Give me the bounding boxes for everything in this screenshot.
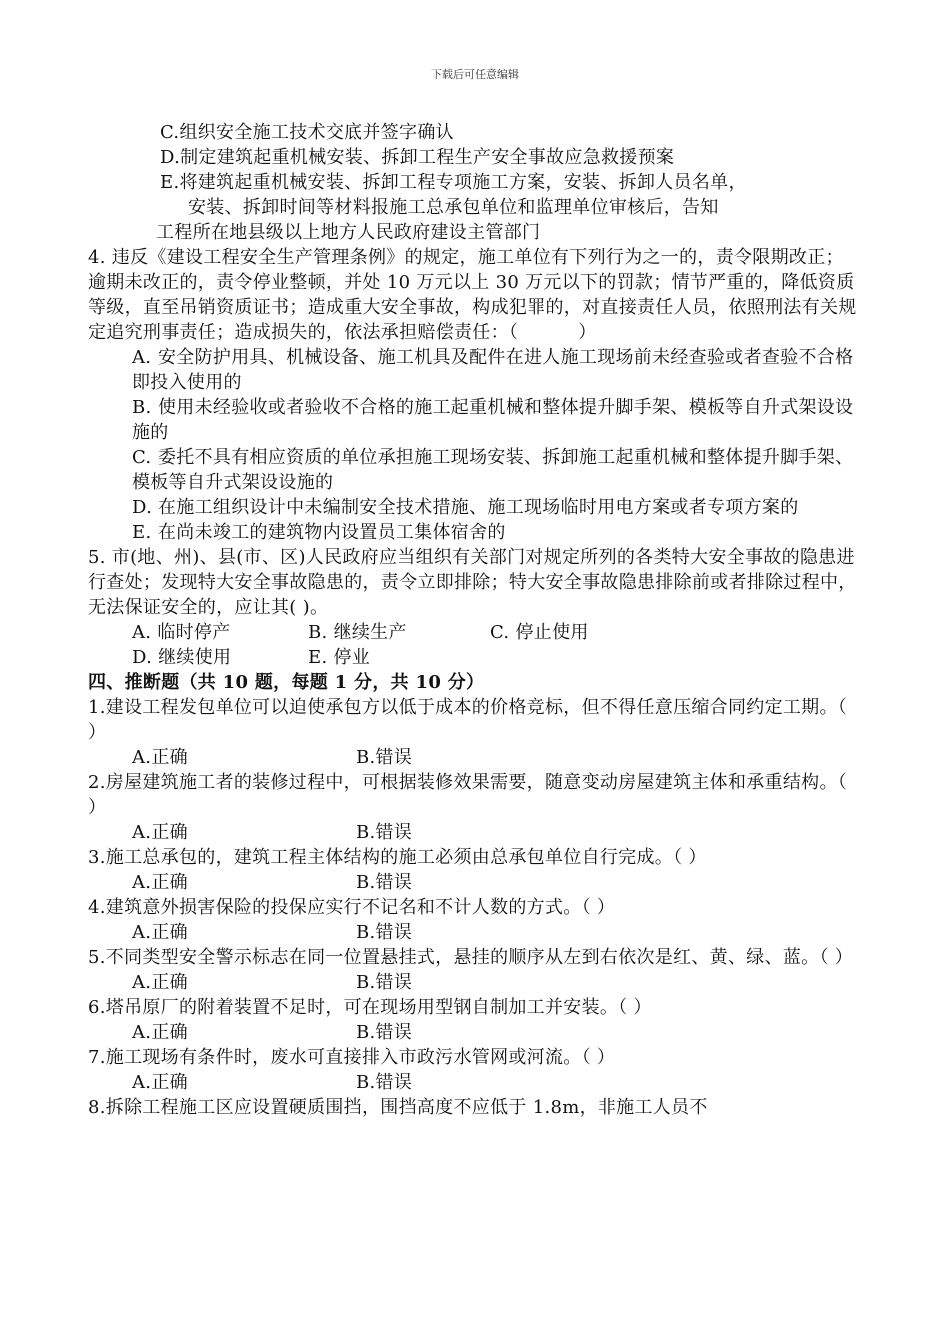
q4-option-e bbox=[88, 520, 858, 545]
option-correct: A.正确 bbox=[132, 972, 188, 993]
option-correct: A.正确 bbox=[132, 1072, 188, 1093]
option-text: 在施工组织设计中未编制安全技术措施、施工现场临时用电方案或者专项方案的 bbox=[158, 497, 799, 518]
q4-option-a bbox=[88, 345, 858, 395]
option-label: A. bbox=[132, 347, 152, 368]
q3-option-d: D.制定建筑起重机械安装、拆卸工程生产安全事故应急救援预案 bbox=[160, 147, 675, 168]
judge-q5-options bbox=[88, 970, 858, 995]
judge-q4-options bbox=[88, 920, 858, 945]
option-wrong: B.错误 bbox=[356, 922, 413, 943]
option-wrong: B.错误 bbox=[356, 1022, 413, 1043]
document-body bbox=[88, 120, 858, 1120]
option-text: 委托不具有相应资质的单位承担施工现场安装、拆卸施工起重机械和整体提升脚手架、模板等自升式架设设施的 bbox=[132, 447, 854, 493]
judge-q3: 3.施工总承包的，建筑工程主体结构的施工必须由总承包单位自行完成。（ ） bbox=[88, 847, 707, 868]
option-wrong: B.错误 bbox=[356, 822, 413, 843]
page-header-note: 下载后可任意编辑 bbox=[431, 68, 519, 81]
option-wrong: B.错误 bbox=[356, 1072, 413, 1093]
q3-option-e-line1: E.将建筑起重机械安装、拆卸工程专项施工方案，安装、拆卸人员名单， bbox=[160, 172, 747, 193]
option-wrong: B.错误 bbox=[356, 972, 413, 993]
judge-q8: 8.拆除工程施工区应设置硬质围挡，围挡高度不应低于 1.8m，非施工人员不 bbox=[88, 1097, 708, 1118]
option-label: B. bbox=[132, 397, 152, 418]
judge-q4: 4.建筑意外损害保险的投保应实行不记名和不计人数的方式。（ ） bbox=[88, 897, 616, 918]
section-title: 四、推断题（共 10 题，每题 1 分，共 10 分） bbox=[88, 672, 485, 693]
q4-stem-close: ） bbox=[578, 322, 597, 343]
q4-stem bbox=[88, 245, 858, 345]
option-wrong: B.错误 bbox=[356, 747, 413, 768]
judge-q2-options bbox=[88, 820, 858, 845]
q4-stem-text: 4. 违反《建设工程安全生产管理条例》的规定，施工单位有下列行为之一的，责令限期改正；逾期未改正的，责令停业整顿，并处 10 万元以上 30 万元以下的罚款；情节严重的，降低资质等级，直至吊销资质证书；造成重大安全事故，构成犯罪的，对直接责任人员，依照刑法有关规定追究刑事责任；造成损失的，依法承担赔偿责任：（ bbox=[88, 247, 857, 343]
q3-option-c: C.组织安全施工技术交底并签字确认 bbox=[160, 122, 454, 143]
q5-option-e: E. 停业 bbox=[308, 647, 371, 668]
q5-options-row2 bbox=[88, 645, 858, 670]
judge-q1-options bbox=[88, 745, 858, 770]
judge-q7: 7.施工现场有条件时，废水可直接排入市政污水管网或河流。（ ） bbox=[88, 1047, 616, 1068]
q5-option-d: D. 继续使用 bbox=[132, 647, 232, 668]
option-text: 安全防护用具、机械设备、施工机具及配件在进人施工现场前未经查验或者查验不合格即投入使用的 bbox=[132, 347, 854, 393]
option-correct: A.正确 bbox=[132, 922, 188, 943]
judge-q7-options bbox=[88, 1070, 858, 1095]
option-label: E. bbox=[132, 522, 152, 543]
q5-options-row1 bbox=[88, 620, 858, 645]
option-label: D. bbox=[132, 497, 153, 518]
q5-stem: 5. 市(地、州)、县(市、区)人民政府应当组织有关部门对规定所列的各类特大安全事故的隐患进行查处；发现特大安全事故隐患的，责令立即排除；特大安全事故隐患排除前或者排除过程中，无法保证安全的，应让其( )。 bbox=[88, 547, 857, 618]
option-correct: A.正确 bbox=[132, 822, 188, 843]
q3-option-e-line3: 工程所在地县级以上地方人民政府建设主管部门 bbox=[156, 222, 541, 243]
judge-q3-options bbox=[88, 870, 858, 895]
q5-option-c: C. 停止使用 bbox=[490, 622, 589, 643]
option-correct: A.正确 bbox=[132, 1022, 188, 1043]
q3-option-e-line2: 安装、拆卸时间等材料报施工总承包单位和监理单位审核后，告知 bbox=[188, 197, 719, 218]
option-wrong: B.错误 bbox=[356, 872, 413, 893]
q4-option-d bbox=[88, 495, 858, 520]
judge-q2: 2.房屋建筑施工者的装修过程中，可根据装修效果需要，随意变动房屋建筑主体和承重结构。（ ） bbox=[88, 772, 848, 818]
option-text: 在尚未竣工的建筑物内设置员工集体宿舍的 bbox=[158, 522, 506, 543]
q4-option-c bbox=[88, 445, 858, 495]
judge-q1: 1.建设工程发包单位可以迫使承包方以低于成本的价格竞标，但不得任意压缩合同约定工期。（ ） bbox=[88, 697, 848, 743]
q5-option-b: B. 继续生产 bbox=[308, 622, 407, 643]
judge-q6-options bbox=[88, 1020, 858, 1045]
q5-option-a: A. 临时停产 bbox=[132, 622, 231, 643]
option-text: 使用未经验收或者验收不合格的施工起重机械和整体提升脚手架、模板等自升式架设设施的 bbox=[132, 397, 854, 443]
judge-q6: 6.塔吊原厂的附着装置不足时，可在现场用型钢自制加工并安装。（ ） bbox=[88, 997, 652, 1018]
judge-q5: 5.不同类型安全警示标志在同一位置悬挂式，悬挂的顺序从左到右依次是红、黄、绿、蓝。（ ） bbox=[88, 947, 854, 968]
option-correct: A.正确 bbox=[132, 747, 188, 768]
q4-option-b bbox=[88, 395, 858, 445]
option-label: C. bbox=[132, 447, 152, 468]
option-correct: A.正确 bbox=[132, 872, 188, 893]
